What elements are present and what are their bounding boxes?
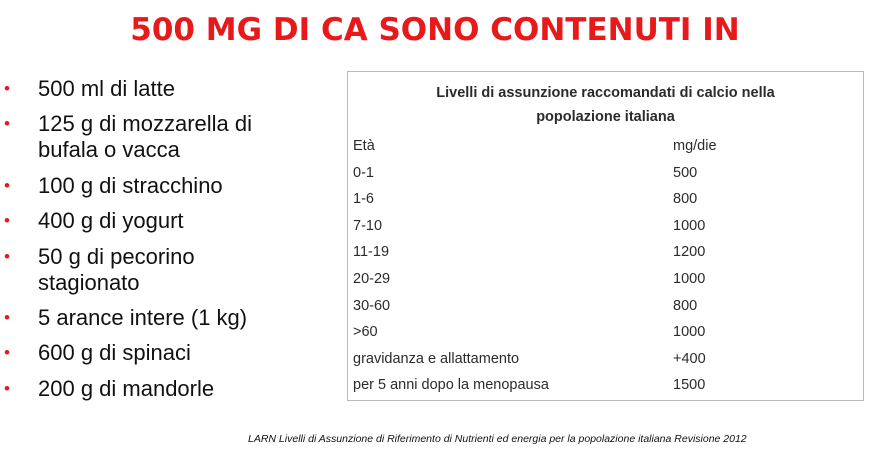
header-mg-per-day: mg/die xyxy=(673,138,717,154)
value-cell: 1200 xyxy=(673,244,706,261)
list-item-text: 125 g di mozzarella di xyxy=(38,111,253,137)
list-item-text: bufala o vacca xyxy=(38,137,180,163)
table-title-line: Livelli di assunzione raccomandati di calcio nella xyxy=(436,85,775,101)
value-cell: 1000 xyxy=(673,270,706,287)
list-item xyxy=(0,111,340,163)
header-age: Età xyxy=(353,138,375,154)
bullet-icon: • xyxy=(4,79,10,98)
list-item-text: 50 g di pecorino xyxy=(38,243,195,269)
calcium-intake-table xyxy=(347,71,864,401)
table-header-row xyxy=(353,135,853,162)
age-cell: 20-29 xyxy=(353,270,391,287)
age-cell: >60 xyxy=(353,324,378,341)
bullet-icon: • xyxy=(4,307,10,327)
age-cell: 7-10 xyxy=(353,217,383,234)
table-row xyxy=(353,295,853,322)
source-footnote: LARN Livelli di Assunzione di Riferimento di Nutrienti ed energia per la popolazione italiana Revisione 2012 xyxy=(248,433,747,445)
table-row xyxy=(353,241,853,268)
table-row xyxy=(353,374,853,401)
list-item xyxy=(0,244,340,296)
age-cell: 30-60 xyxy=(353,297,391,314)
age-cell: 11-19 xyxy=(353,244,390,261)
list-item xyxy=(0,340,340,366)
list-item xyxy=(0,305,340,331)
table-row xyxy=(353,215,853,242)
bullet-icon: • xyxy=(4,175,10,195)
table-body xyxy=(353,135,853,401)
value-cell: 1500 xyxy=(673,377,706,394)
value-cell: 800 xyxy=(673,191,698,208)
age-cell: per 5 anni dopo la menopausa xyxy=(353,377,549,394)
list-item-text: 600 g di spinaci xyxy=(38,340,191,366)
value-cell: 1000 xyxy=(673,217,706,234)
table-row xyxy=(353,321,853,348)
list-item xyxy=(0,173,340,199)
food-list xyxy=(0,76,340,411)
list-item-text: 100 g di stracchino xyxy=(38,172,223,198)
table-row xyxy=(353,188,853,215)
list-item-text: 200 g di mandorle xyxy=(38,375,215,401)
table-title xyxy=(348,72,863,129)
list-item-text: 500 ml di latte xyxy=(38,76,175,101)
bullet-icon: • xyxy=(4,246,10,266)
bullet-icon: • xyxy=(4,378,10,398)
bullet-icon: • xyxy=(4,211,10,231)
table-row xyxy=(353,162,853,189)
value-cell: 1000 xyxy=(673,324,706,341)
age-cell: gravidanza e allattamento xyxy=(353,350,520,367)
table-row xyxy=(353,268,853,295)
list-item-text: 400 g di yogurt xyxy=(38,208,184,234)
slide-title: 500 MG DI CA SONO CONTENUTI IN xyxy=(130,12,740,48)
age-cell: 1-6 xyxy=(353,191,374,208)
value-cell: 500 xyxy=(673,164,698,181)
value-cell: 800 xyxy=(673,297,698,314)
list-item xyxy=(0,376,340,402)
table-title-line: popolazione italiana xyxy=(536,109,675,125)
list-item-text: 5 arance intere (1 kg) xyxy=(38,304,248,330)
age-cell: 0-1 xyxy=(353,164,374,181)
bullet-icon: • xyxy=(4,343,10,363)
bullet-icon: • xyxy=(4,114,10,134)
table-row xyxy=(353,348,853,375)
list-item xyxy=(0,208,340,234)
list-item xyxy=(0,76,340,102)
list-item-text: stagionato xyxy=(38,269,140,295)
value-cell: +400 xyxy=(673,350,706,367)
